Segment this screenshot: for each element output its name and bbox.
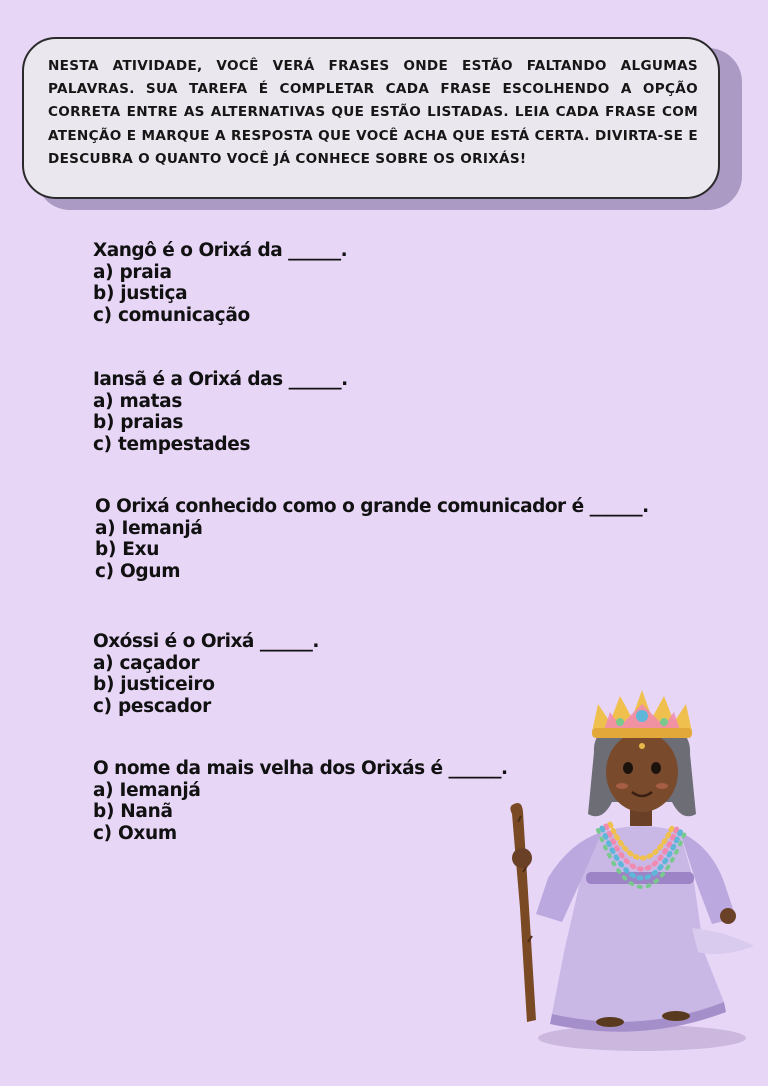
question-stem: O Orixá conhecido como o grande comunicador é ______. (95, 496, 649, 517)
question-1 (93, 240, 347, 326)
options-list (93, 262, 347, 327)
option-b[interactable]: b) Exu (95, 539, 160, 560)
option-c[interactable]: c) tempestades (93, 433, 251, 455)
hand-right (720, 908, 736, 924)
question-5 (93, 758, 508, 844)
instruction-box (22, 37, 720, 199)
option-c[interactable]: c) Oxum (93, 822, 177, 844)
question-2 (93, 369, 348, 455)
option-c[interactable]: c) Ogum (95, 560, 181, 582)
option-b[interactable]: b) Nanã (93, 801, 173, 822)
options-list (93, 653, 319, 718)
options-list (93, 780, 508, 845)
option-a[interactable]: a) caçador (93, 652, 200, 674)
option-b[interactable]: b) justiceiro (93, 674, 215, 695)
option-a[interactable]: a) Iemanjá (93, 779, 201, 801)
instruction-text: NESTA ATIVIDADE, VOCÊ VERÁ FRASES ONDE ESTÃO FALTANDO ALGUMAS PALAVRAS. SUA TAREFA É COMPLETAR CADA FRASE ESCOLHENDO A OPÇÃO CORRETA ENTRE AS ALTERNATIVAS QUE ESTÃO LISTADAS. LEIA CADA FRASE COM ATENÇÃO E MARQUE A RESPOSTA QUE VOCÊ ACHA QUE ESTÁ CERTA. DIVIRTA-SE E DESCUBRA O QUANTO VOCÊ JÁ CONHECE SOBRE OS ORIXÁS! (48, 58, 698, 167)
option-b[interactable]: b) justiça (93, 283, 188, 304)
option-a[interactable]: a) Iemanjá (95, 517, 203, 539)
option-c[interactable]: c) comunicação (93, 304, 250, 326)
question-stem: Xangô é o Orixá da ______. (93, 240, 348, 261)
option-c[interactable]: c) pescador (93, 695, 211, 717)
question-3 (95, 496, 649, 582)
option-a[interactable]: a) praia (93, 261, 172, 283)
options-list (95, 518, 649, 583)
option-b[interactable]: b) praias (93, 412, 184, 433)
crown (592, 690, 692, 738)
hand-left (512, 848, 532, 868)
options-list (93, 391, 348, 456)
question-stem: O nome da mais velha dos Orixás é ______. (93, 758, 508, 779)
question-4 (93, 631, 319, 717)
orixa-illustration (492, 682, 760, 1054)
question-stem: Oxóssi é o Orixá ______. (93, 631, 319, 652)
option-a[interactable]: a) matas (93, 390, 183, 412)
dress-sash (692, 928, 754, 954)
question-stem: Iansã é a Orixá das ______. (93, 369, 348, 390)
wooden-staff (510, 803, 536, 1022)
